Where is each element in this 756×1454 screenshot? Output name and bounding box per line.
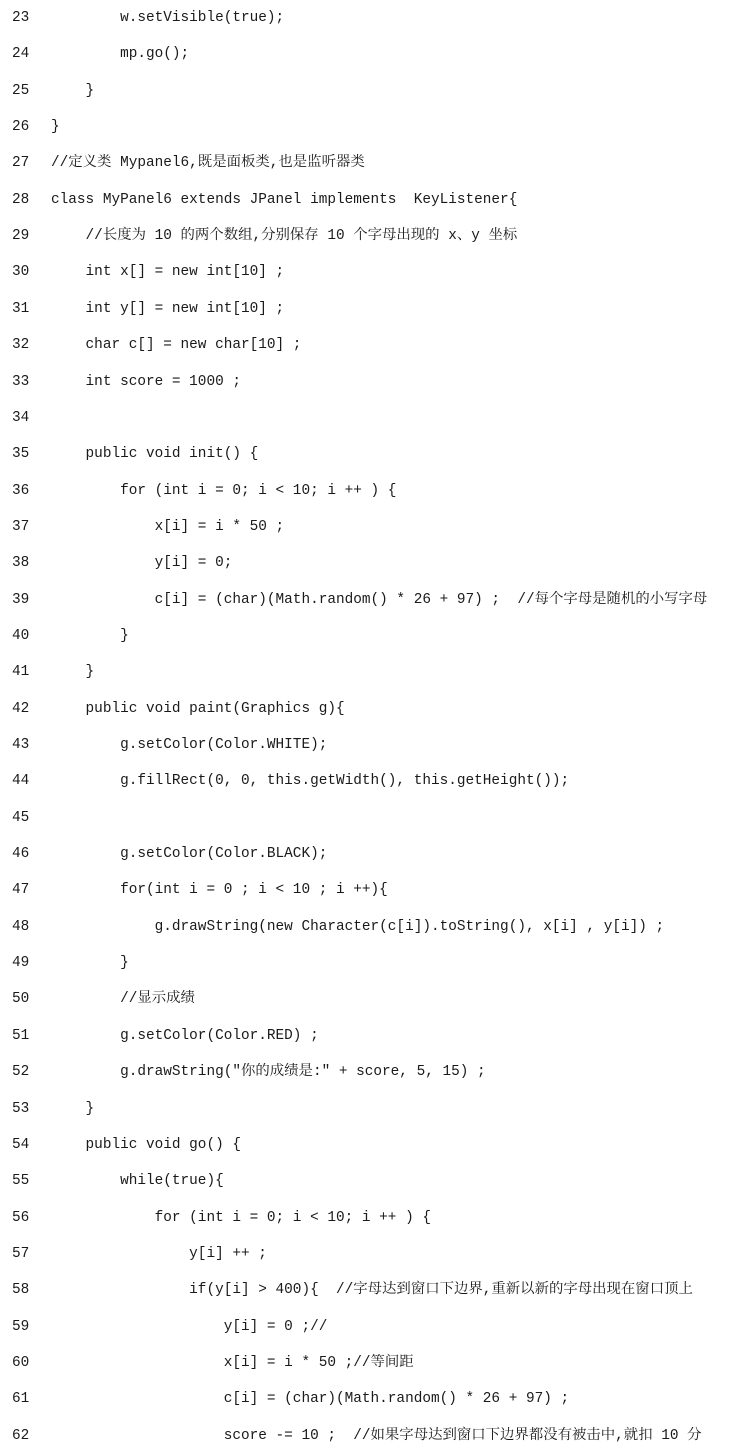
- line-code-text: g.setColor(Color.WHITE);: [51, 737, 328, 753]
- line-number: 31: [12, 300, 30, 317]
- line-number: 40: [12, 627, 30, 644]
- code-line: [0, 291, 756, 327]
- line-code-text: for (int i = 0; i < 10; i ++ ) {: [51, 482, 397, 499]
- line-code-text: y[i] ++ ;: [51, 1245, 267, 1262]
- line-code-text: if(y[i] > 400){ //字母达到窗口下边界,重新以新的字母出现在窗口顶上: [51, 1282, 693, 1299]
- line-number: 27: [12, 155, 30, 172]
- line-code-text: int x[] = new int[10] ;: [51, 264, 285, 281]
- line-code-text: }: [51, 627, 129, 644]
- code-line: [0, 800, 756, 836]
- code-line: [0, 436, 756, 472]
- code-line: [0, 1236, 756, 1272]
- code-line: [0, 654, 756, 690]
- line-code-text: c[i] = (char)(Math.random() * 26 + 97) ; //每个字母是随机的小写字母: [51, 591, 708, 608]
- code-line: [0, 763, 756, 799]
- line-number: 47: [12, 882, 30, 899]
- line-number: 42: [12, 700, 30, 717]
- line-number: 35: [12, 446, 30, 463]
- code-line: [0, 618, 756, 654]
- line-code-text: c[i] = (char)(Math.random() * 26 + 97) ;: [51, 1391, 570, 1408]
- line-number: 29: [12, 228, 30, 245]
- line-code-text: g.drawString(new Character(c[i]).toString(), x[i] , y[i]) ;: [51, 918, 665, 935]
- code-line: [0, 727, 756, 763]
- code-line: [0, 182, 756, 218]
- code-line: [0, 1345, 756, 1381]
- code-line: [0, 509, 756, 545]
- line-code-text: }: [51, 119, 60, 136]
- line-code-text: x[i] = i * 50 ;: [51, 518, 285, 535]
- line-number: 50: [12, 991, 30, 1008]
- code-line: [0, 1418, 756, 1454]
- line-code-text: mp.go();: [51, 46, 190, 63]
- code-line: [0, 691, 756, 727]
- line-code-text: int score = 1000 ;: [51, 373, 241, 390]
- line-code-text: x[i] = i * 50 ;//等间距: [51, 1354, 414, 1371]
- line-code-text: //长度为 10 的两个数组,分别保存 10 个字母出现的 x、y 坐标: [51, 228, 518, 245]
- line-number: 54: [12, 1136, 30, 1153]
- line-code-text: g.drawString("你的成绩是:" + score, 5, 15) ;: [51, 1064, 486, 1081]
- line-number: 25: [12, 82, 30, 99]
- code-line: [0, 218, 756, 254]
- line-number: 36: [12, 482, 30, 499]
- line-code-text: }: [51, 82, 95, 99]
- code-line: [0, 0, 756, 36]
- code-line: [0, 582, 756, 618]
- line-number: 46: [12, 846, 30, 863]
- line-number: 23: [12, 10, 30, 26]
- line-number: 30: [12, 264, 30, 281]
- line-code-text: //定义类 Mypanel6,既是面板类,也是监听器类: [51, 155, 365, 172]
- line-code-text: public void init() {: [51, 446, 259, 463]
- line-code-text: for (int i = 0; i < 10; i ++ ) {: [51, 1209, 431, 1226]
- code-line: [0, 1200, 756, 1236]
- code-line: [0, 1381, 756, 1417]
- line-number: 49: [12, 955, 30, 972]
- line-number: 26: [12, 119, 30, 136]
- code-line: [0, 73, 756, 109]
- code-line: [0, 836, 756, 872]
- line-code-text: }: [51, 664, 95, 681]
- line-number: 33: [12, 373, 30, 390]
- code-line: [0, 1309, 756, 1345]
- code-line: [0, 109, 756, 145]
- line-number: 34: [12, 409, 30, 426]
- code-line: [0, 36, 756, 72]
- line-code-text: g.fillRect(0, 0, this.getWidth(), this.getHeight());: [51, 773, 570, 790]
- line-code-text: }: [51, 955, 129, 972]
- line-code-text: y[i] = 0;: [51, 555, 233, 572]
- line-code-text: public void paint(Graphics g){: [51, 700, 345, 717]
- line-number: 52: [12, 1064, 30, 1081]
- line-number: 58: [12, 1282, 30, 1299]
- line-code-text: while(true){: [51, 1173, 224, 1190]
- line-code-text: class MyPanel6 extends JPanel implements KeyListener{: [51, 191, 518, 208]
- code-line: [0, 981, 756, 1017]
- code-line: [0, 327, 756, 363]
- line-number: 32: [12, 337, 30, 354]
- code-line: [0, 1127, 756, 1163]
- line-number: 28: [12, 191, 30, 208]
- line-number: 57: [12, 1245, 30, 1262]
- line-code-text: //显示成绩: [51, 991, 195, 1008]
- line-number: 41: [12, 664, 30, 681]
- line-code-text: score -= 10 ; //如果字母达到窗口下边界都没有被击中,就扣 10 分: [51, 1427, 702, 1444]
- line-number: 48: [12, 918, 30, 935]
- line-code-text: public void go() {: [51, 1136, 241, 1153]
- code-line: [0, 400, 756, 436]
- line-number: 62: [12, 1427, 30, 1444]
- line-code-text: y[i] = 0 ;//: [51, 1318, 328, 1335]
- line-number: 51: [12, 1027, 30, 1044]
- code-line: [0, 473, 756, 509]
- code-line: [0, 1091, 756, 1127]
- code-line: [0, 945, 756, 981]
- line-number: 53: [12, 1100, 30, 1117]
- line-number: 45: [12, 809, 30, 826]
- line-code-text: }: [51, 1100, 95, 1117]
- line-code-text: int y[] = new int[10] ;: [51, 300, 285, 317]
- line-number: 24: [12, 46, 30, 63]
- line-number: 61: [12, 1391, 30, 1408]
- line-code-text: g.setColor(Color.RED) ;: [51, 1027, 319, 1044]
- code-line: [0, 1054, 756, 1090]
- code-line: [0, 1163, 756, 1199]
- code-line: [0, 364, 756, 400]
- line-number: 43: [12, 737, 30, 753]
- line-number: 56: [12, 1209, 30, 1226]
- code-line: [0, 254, 756, 290]
- line-number: 38: [12, 555, 30, 572]
- line-number: 44: [12, 773, 30, 790]
- code-line: [0, 1272, 756, 1308]
- line-number: 60: [12, 1354, 30, 1371]
- line-number: 39: [12, 591, 30, 608]
- line-number: 55: [12, 1173, 30, 1190]
- code-line: [0, 145, 756, 181]
- line-code-text: w.setVisible(true);: [51, 10, 285, 26]
- code-line: [0, 1018, 756, 1054]
- code-line: [0, 872, 756, 908]
- line-number: 59: [12, 1318, 30, 1335]
- line-code-text: g.setColor(Color.BLACK);: [51, 846, 328, 863]
- code-line: [0, 909, 756, 945]
- line-code-text: for(int i = 0 ; i < 10 ; i ++){: [51, 882, 388, 899]
- line-code-text: char c[] = new char[10] ;: [51, 337, 302, 354]
- code-line: [0, 545, 756, 581]
- line-number: 37: [12, 518, 30, 535]
